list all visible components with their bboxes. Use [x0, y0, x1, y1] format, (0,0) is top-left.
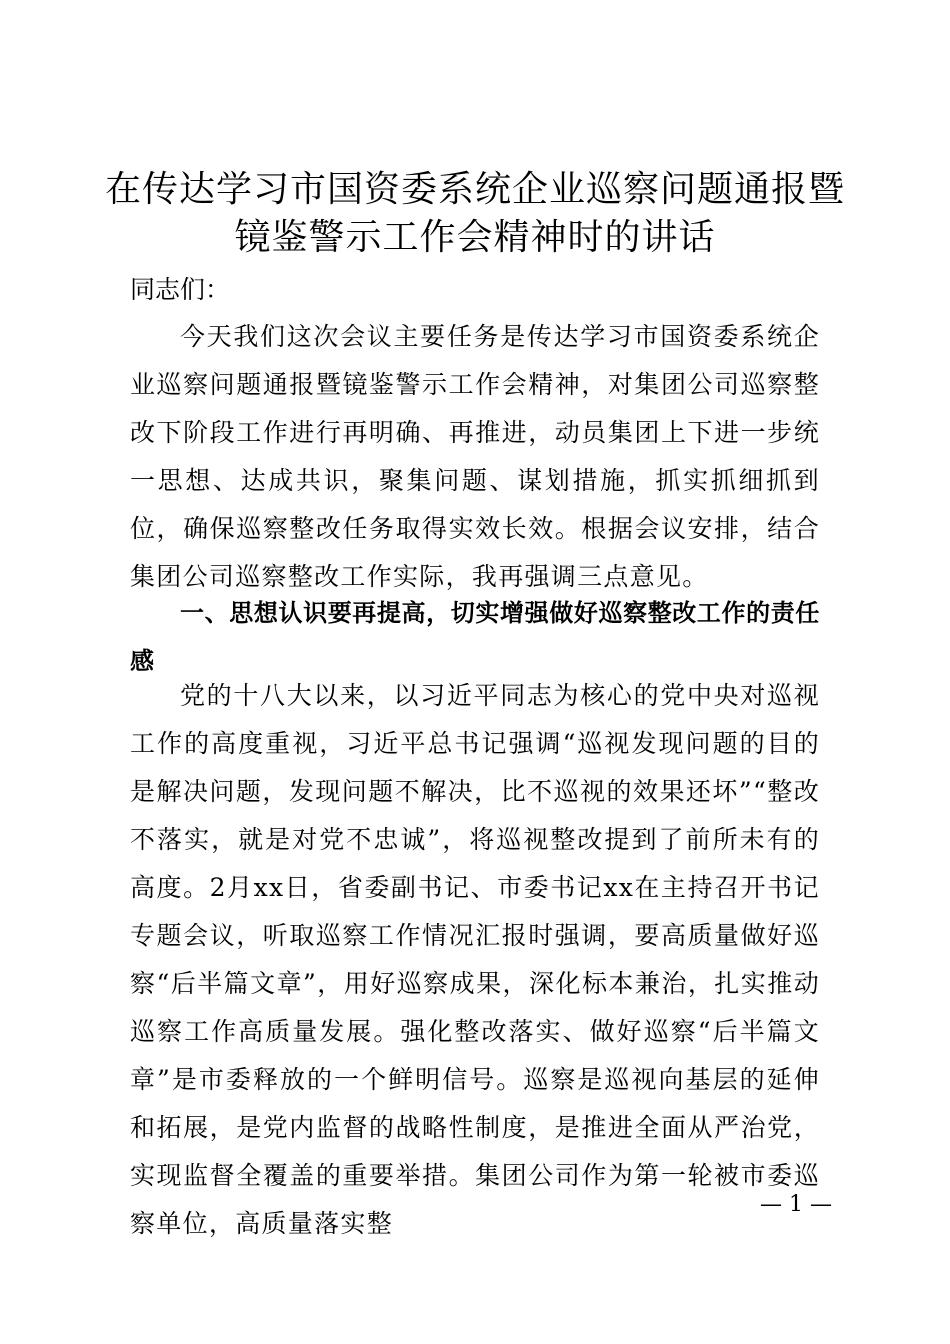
page-number: — 1 — — [760, 1192, 832, 1217]
document-title-line-1: 在传达学习市国资委系统企业巡察问题通报暨 — [104, 169, 845, 210]
document-title-line-2: 镜鉴警示工作会精神时的讲话 — [234, 217, 716, 258]
salutation: 同志们： — [130, 275, 231, 304]
paragraph-section-1: 党的十八大以来，以习近平同志为核心的党中央对巡视工作的高度重视，习近平总书记强调“巡视发现问题的目的是解决问题，发现问题不解决，比不巡视的效果还坏”“整改不落实，就是对党不忠诚”，将巡视整改提到了前所未有的高度。2月xx日，省委副书记、市委书记xx在主持召开书记专题会议，听取巡察工作情况汇报时强调，要高质量做好巡察“后半篇文章”，用好巡察成果，深化标本兼治，扎实推动巡察工作高质量发展。强化整改落实、做好巡察“后半篇文章”是市委释放的一个鲜明信号。巡察是巡视向基层的延伸和拓展，是党内监督的战略性制度，是推进全面从严治党，实现监督全覆盖的重要举措。集团公司作为第一轮被市委巡察单位，高质量落实整 — [130, 681, 820, 1238]
paragraph-intro: 今天我们这次会议主要任务是传达学习市国资委系统企业巡察问题通报暨镜鉴警示工作会精神，对集团公司巡察整改下阶段工作进行再明确、再推进，动员集团上下进一步统一思想、达成共识，聚集问题、谋划措施，抓实抓细抓到位，确保巡察整改任务取得实效长效。根据会议安排，结合集团公司巡察整改工作实际，我再强调三点意见。 — [130, 322, 820, 591]
section-heading-1: 一、思想认识要再提高，切实增强做好巡察整改工作的责任感 — [130, 599, 820, 675]
